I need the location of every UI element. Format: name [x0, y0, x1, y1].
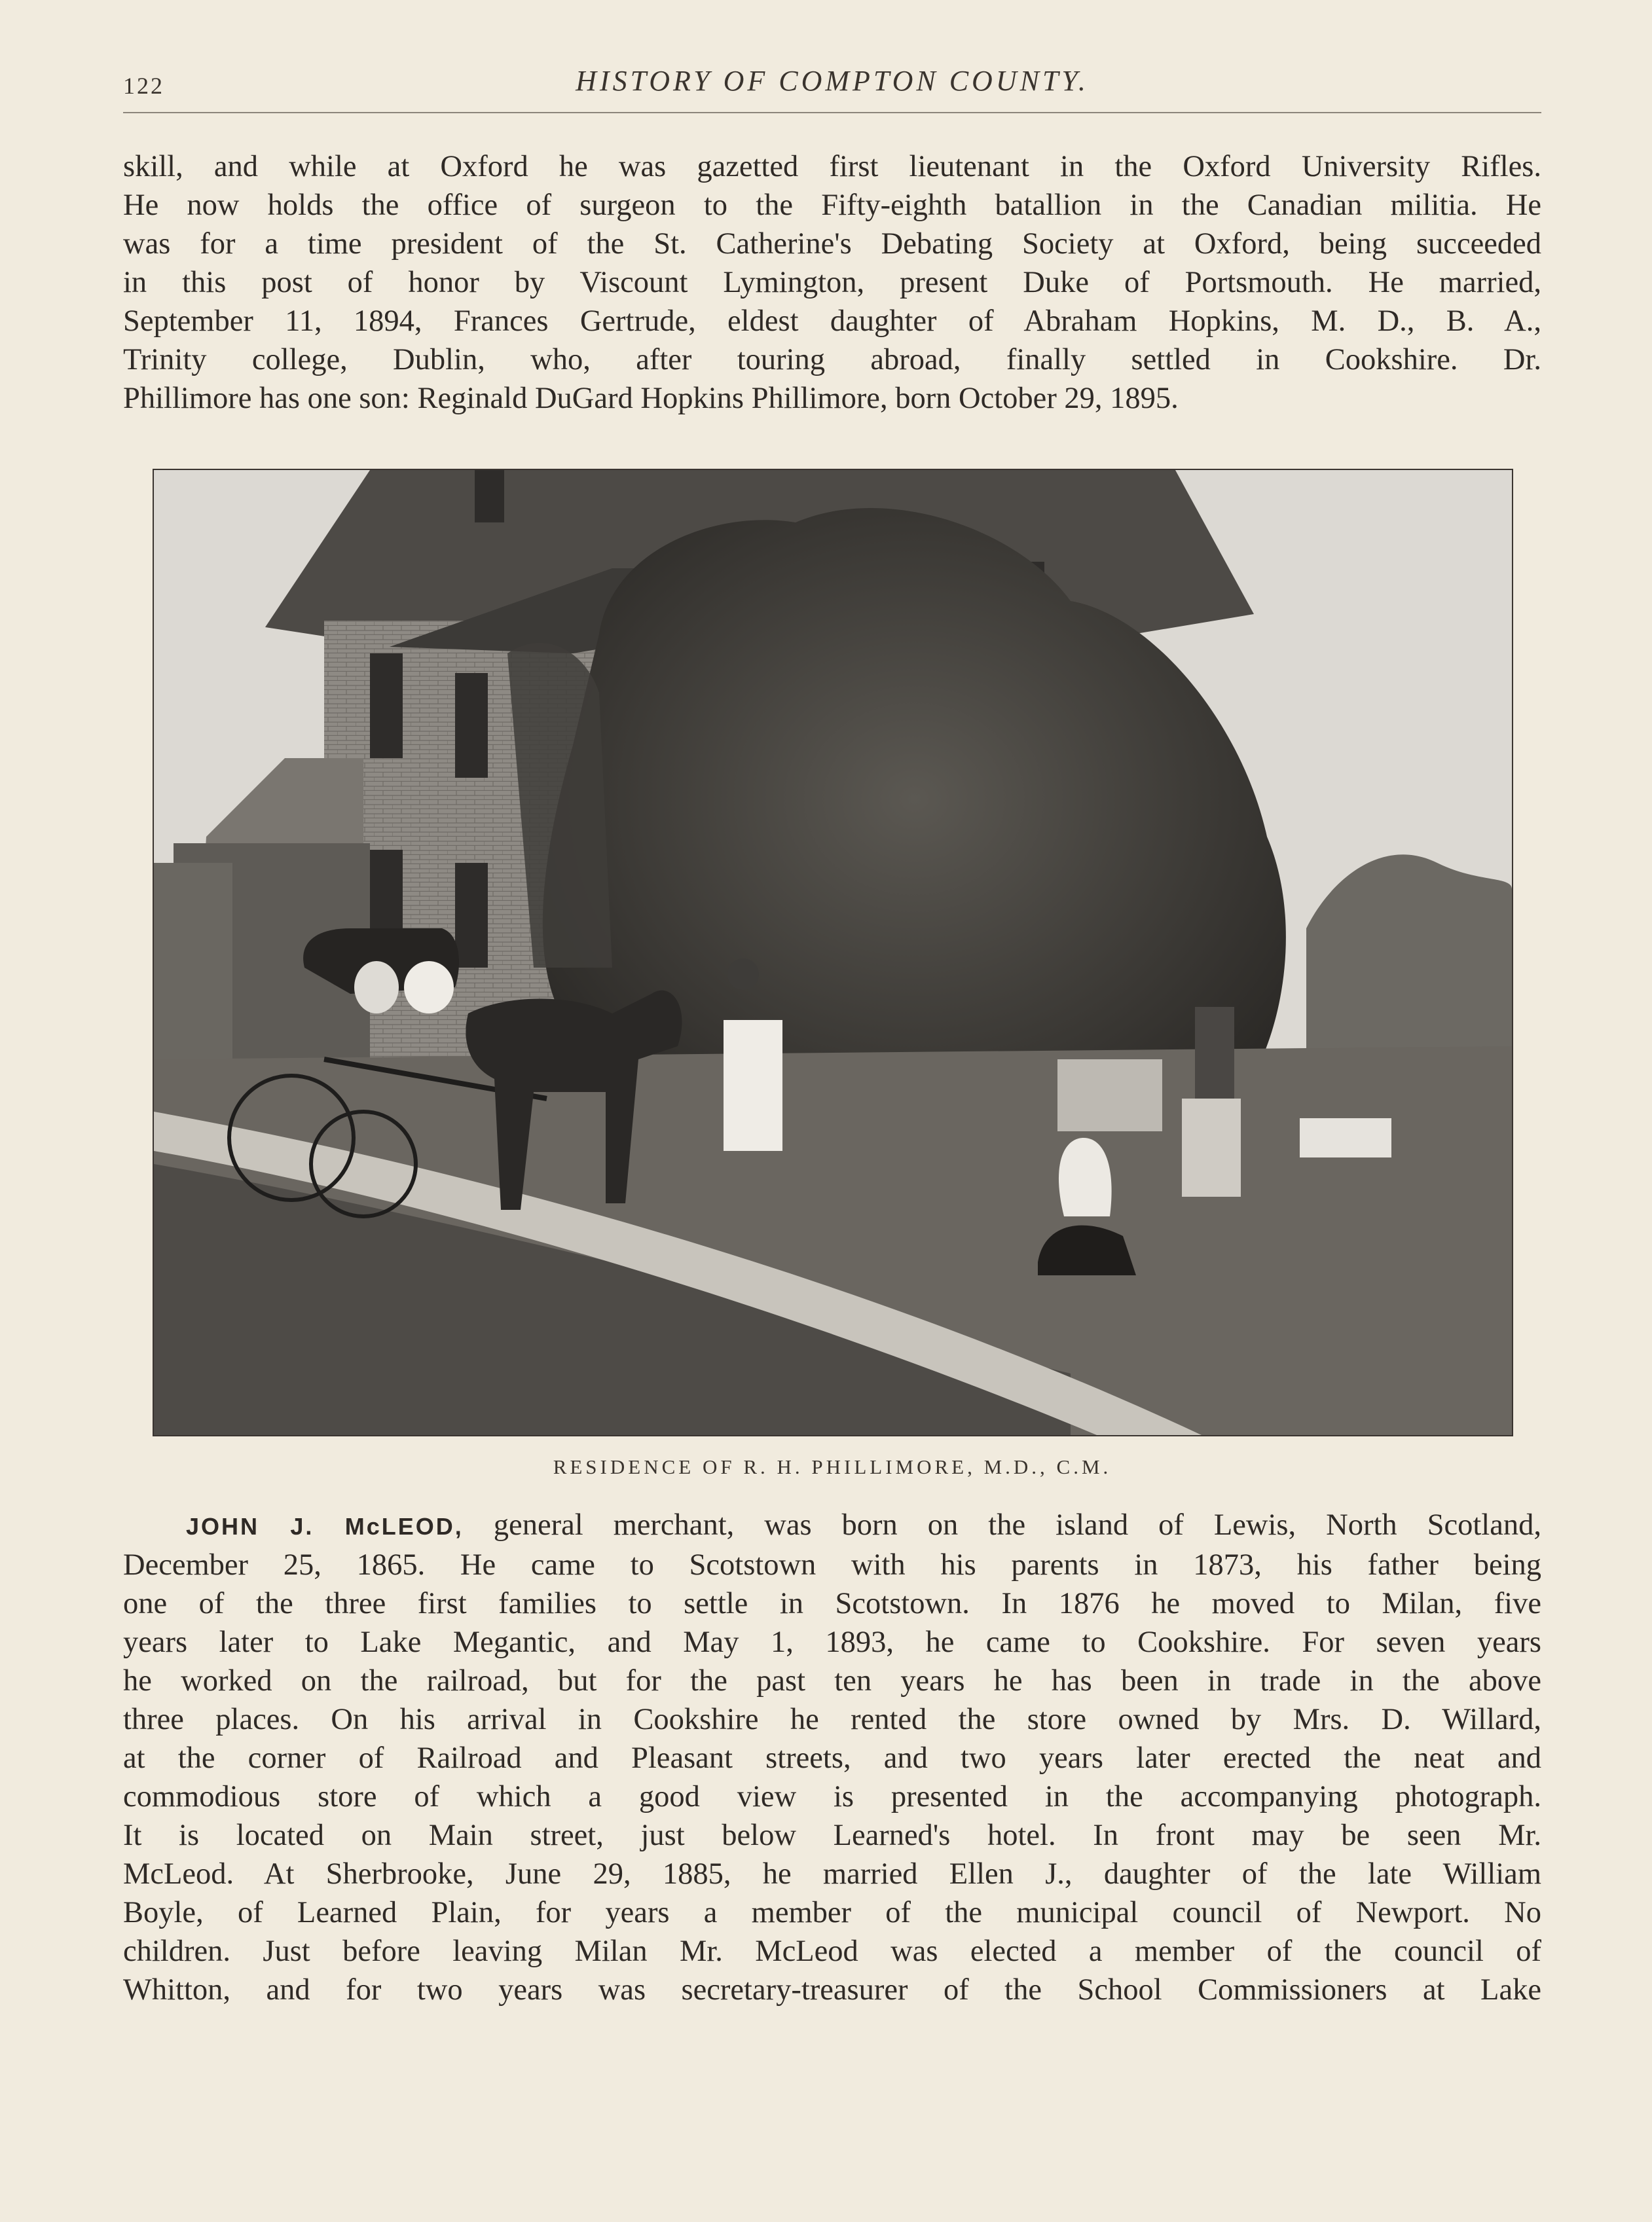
header-rule: [123, 112, 1541, 113]
first-line-text: general merchant, was born on the island of Lewis, North Scotland,: [463, 1508, 1541, 1542]
text-line: Whitton, and for two years was secretary-treasurer of the School Commissioners at Lake: [123, 1973, 1541, 2007]
lead-name: JOHN J. McLEOD,: [186, 1513, 464, 1540]
text-line: years later to Lake Megantic, and May 1, 1893, he came to Cookshire. For seven years: [123, 1626, 1541, 1659]
photo-caption: RESIDENCE OF R. H. PHILLIMORE, M.D., C.M.: [553, 1455, 1112, 1478]
text-line: McLeod. At Sherbrooke, June 29, 1885, he married Ellen J., daughter of the late William: [123, 1857, 1541, 1891]
text-line: skill, and while at Oxford he was gazetted first lieutenant in the Oxford University Rifles.: [123, 150, 1541, 183]
residence-photograph: [153, 469, 1513, 1436]
text-line: at the corner of Railroad and Pleasant streets, and two years later erected the neat and: [123, 1741, 1541, 1775]
text-line: Trinity college, Dublin, who, after touring abroad, finally settled in Cookshire. Dr.: [123, 343, 1541, 376]
text-line: Boyle, of Learned Plain, for years a member of the municipal council of Newport. No: [123, 1896, 1541, 1929]
text-line: December 25, 1865. He came to Scotstown with his parents in 1873, his father being: [123, 1548, 1541, 1582]
text-line: one of the three first families to settle in Scotstown. In 1876 he moved to Milan, five: [123, 1587, 1541, 1620]
text-line: children. Just before leaving Milan Mr. McLeod was elected a member of the council of: [123, 1935, 1541, 1968]
text-line: three places. On his arrival in Cookshire he rented the store owned by Mrs. D. Willard,: [123, 1703, 1541, 1736]
text-line: Phillimore has one son: Reginald DuGard Hopkins Phillimore, born October 29, 1895.: [123, 382, 1179, 415]
page-header: [123, 64, 1541, 117]
text-line: was for a time president of the St. Catherine's Debating Society at Oxford, being succeeded: [123, 227, 1541, 261]
residence-photo-illustration: [154, 470, 1512, 1435]
page-number: 122: [123, 73, 164, 99]
text-line: [123, 1506, 1541, 1546]
running-title: HISTORY OF COMPTON COUNTY.: [576, 65, 1089, 97]
text-line: He now holds the office of surgeon to the Fifty-eighth batallion in the Canadian militia. He: [123, 189, 1541, 222]
text-line: in this post of honor by Viscount Lymington, present Duke of Portsmouth. He married,: [123, 266, 1541, 299]
bottom-paragraph: [123, 1506, 1541, 2009]
text-line: It is located on Main street, just below Learned's hotel. In front may be seen Mr.: [123, 1819, 1541, 1852]
text-line: he worked on the railroad, but for the past ten years he has been in trade in the above: [123, 1664, 1541, 1698]
text-line: commodious store of which a good view is presented in the accompanying photograph.: [123, 1780, 1541, 1813]
text-line: September 11, 1894, Frances Gertrude, eldest daughter of Abraham Hopkins, M. D., B. A.,: [123, 304, 1541, 338]
top-paragraph: [123, 147, 1541, 418]
